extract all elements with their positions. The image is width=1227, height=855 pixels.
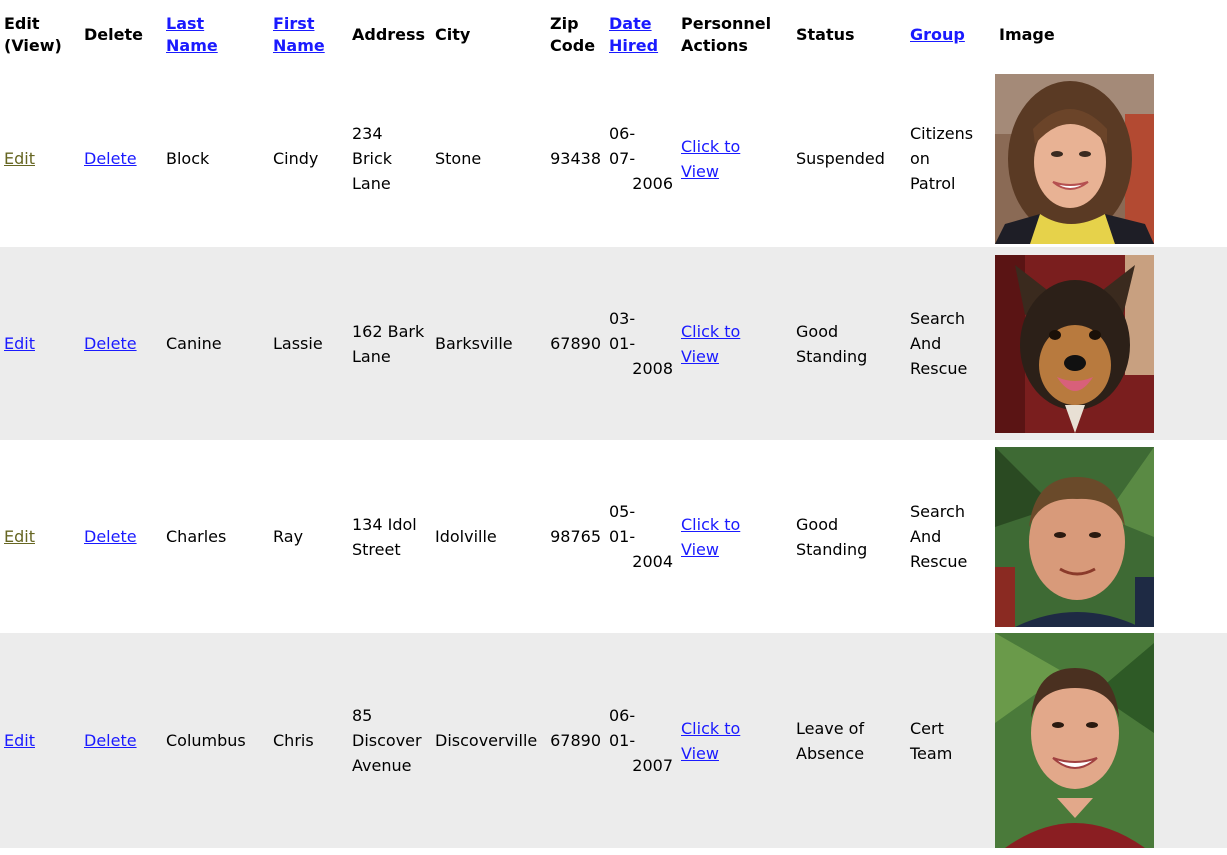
image-cell bbox=[995, 633, 1227, 848]
col-date-hired-header[interactable] bbox=[605, 0, 677, 70]
zip-cell: 67890 bbox=[546, 633, 605, 848]
col-zip-header: Zip Code bbox=[550, 14, 596, 55]
sort-group-link[interactable]: Group bbox=[910, 25, 965, 44]
col-delete-header: Delete bbox=[84, 25, 143, 44]
sort-last-name-link[interactable]: Last Name bbox=[166, 14, 218, 55]
young-man-portrait-photo bbox=[995, 633, 1154, 848]
status-cell: Good Standing bbox=[796, 514, 868, 559]
date-hired-cell: 03- 01- 2008 bbox=[605, 247, 677, 440]
first-name-cell: Ray bbox=[273, 527, 304, 546]
col-status-header: Status bbox=[796, 25, 855, 44]
edit-link[interactable]: Edit bbox=[4, 334, 35, 353]
personnel-actions-cell bbox=[677, 633, 792, 848]
image-cell bbox=[995, 440, 1227, 633]
last-name-cell: Block bbox=[166, 149, 210, 168]
last-name-cell: Charles bbox=[166, 527, 227, 546]
status-cell: Leave of Absence bbox=[792, 633, 906, 848]
first-name-cell: Cindy bbox=[273, 149, 319, 168]
address-cell: 134 Idol Street bbox=[352, 514, 417, 559]
col-group-header[interactable] bbox=[906, 0, 995, 70]
delete-link[interactable]: Delete bbox=[84, 334, 137, 353]
delete-link[interactable]: Delete bbox=[84, 149, 137, 168]
click-to-view-link[interactable]: Click to View bbox=[681, 514, 741, 559]
personnel-actions-cell bbox=[677, 440, 792, 633]
group-cell: Cert Team bbox=[906, 633, 995, 848]
city-cell: Discoverville bbox=[431, 633, 546, 848]
table-row bbox=[0, 440, 1227, 633]
address-cell: 234 Brick Lane bbox=[352, 124, 393, 193]
col-last-name-header[interactable] bbox=[162, 0, 269, 70]
city-cell: Barksville bbox=[431, 247, 546, 440]
last-name-cell: Columbus bbox=[162, 633, 269, 848]
image-cell bbox=[995, 247, 1227, 440]
dog-portrait-photo bbox=[995, 255, 1154, 433]
col-first-name-header[interactable] bbox=[269, 0, 348, 70]
col-image-header: Image bbox=[999, 25, 1055, 44]
edit-cell bbox=[0, 70, 80, 247]
header-row bbox=[0, 0, 1227, 70]
click-to-view-link[interactable]: Click to View bbox=[681, 718, 741, 763]
edit-link[interactable]: Edit bbox=[4, 149, 35, 168]
date-hired-cell: 06- 01- 2007 bbox=[605, 633, 677, 848]
table-row bbox=[0, 70, 1227, 247]
city-cell: Idolville bbox=[435, 527, 497, 546]
sort-first-name-link[interactable]: First Name bbox=[273, 14, 325, 55]
city-cell: Stone bbox=[435, 149, 482, 168]
col-city-header: City bbox=[435, 25, 471, 44]
table-row bbox=[0, 247, 1227, 440]
address-cell: 162 Bark Lane bbox=[348, 247, 431, 440]
group-cell: Search And Rescue bbox=[906, 247, 995, 440]
table-row bbox=[0, 633, 1227, 848]
col-address-header: Address bbox=[352, 25, 426, 44]
personnel-actions-cell bbox=[677, 247, 792, 440]
edit-cell bbox=[0, 440, 80, 633]
first-name-cell: Chris bbox=[269, 633, 348, 848]
edit-link[interactable]: Edit bbox=[4, 731, 35, 750]
status-cell: Good Standing bbox=[792, 247, 906, 440]
delete-link[interactable]: Delete bbox=[84, 527, 137, 546]
zip-cell: 98765 bbox=[550, 527, 601, 546]
woman-portrait-photo bbox=[995, 74, 1154, 244]
status-cell: Suspended bbox=[796, 149, 885, 168]
delete-cell bbox=[80, 440, 162, 633]
click-to-view-link[interactable]: Click to View bbox=[681, 321, 741, 366]
delete-link[interactable]: Delete bbox=[84, 731, 137, 750]
col-personnel-actions-header: Personnel Actions bbox=[681, 14, 772, 55]
delete-cell bbox=[80, 247, 162, 440]
address-cell: 85 Discover Avenue bbox=[348, 633, 431, 848]
image-cell bbox=[995, 70, 1227, 247]
zip-cell: 93438 bbox=[550, 149, 601, 168]
date-hired-cell: 05- 01- 2004 bbox=[609, 502, 673, 571]
first-name-cell: Lassie bbox=[269, 247, 348, 440]
date-hired-cell: 06- 07- 2006 bbox=[609, 124, 673, 193]
group-cell: Search And Rescue bbox=[910, 502, 968, 571]
edit-link[interactable]: Edit bbox=[4, 527, 35, 546]
delete-cell bbox=[80, 70, 162, 247]
click-to-view-link[interactable]: Click to View bbox=[681, 136, 741, 181]
delete-cell bbox=[80, 633, 162, 848]
last-name-cell: Canine bbox=[162, 247, 269, 440]
personnel-actions-cell bbox=[677, 70, 792, 247]
sort-date-hired-link[interactable]: Date Hired bbox=[609, 14, 659, 55]
zip-cell: 67890 bbox=[546, 247, 605, 440]
edit-cell bbox=[0, 633, 80, 848]
col-edit-header: Edit (View) bbox=[4, 14, 62, 55]
man-portrait-photo bbox=[995, 447, 1154, 627]
edit-cell bbox=[0, 247, 80, 440]
group-cell: Citizens on Patrol bbox=[910, 124, 974, 193]
